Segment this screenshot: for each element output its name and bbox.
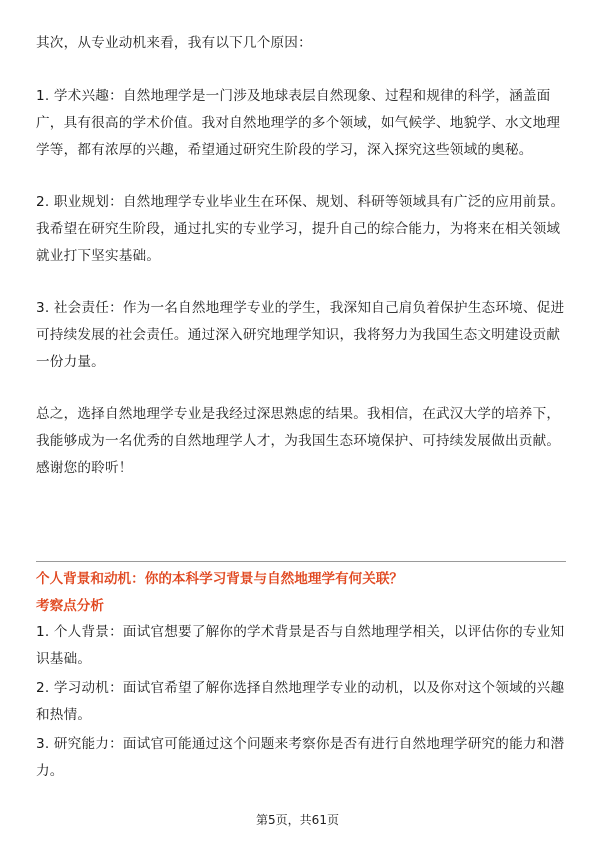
section-divider: [36, 561, 566, 562]
analysis-list: [36, 619, 566, 787]
reason-social-responsibility: 3. 社会责任：作为一名自然地理学专业的学生，我深知自己肩负着保护生态环境、促进可持续发展的社会责任。通过深入研究地理学知识，我将努力为我国生态文明建设贡献一份力量。: [36, 300, 565, 370]
analysis-point-research: 3. 研究能力：面试官可能通过这个问题来考察你是否有进行自然地理学研究的能力和潜力。: [36, 736, 565, 779]
page-number-footer: 第5页，共61页: [256, 813, 339, 827]
reason-career-plan: 2. 职业规划：自然地理学专业毕业生在环保、规划、科研等领域具有广泛的应用前景。我希望在研究生阶段，通过扎实的专业学习，提升自己的综合能力，为将来在相关领域就业打下坚实基础。: [36, 194, 565, 264]
reason-academic-interest: 1. 学术兴趣：自然地理学是一门涉及地球表层自然现象、过程和规律的科学，涵盖面广，具有很高的学术价值。我对自然地理学的多个领域，如气候学、地貌学、水文地理学等，都有浓厚的兴趣，希望通过研究生阶段的学习，深入探究这些领域的奥秘。: [36, 88, 561, 158]
analysis-point-background: 1. 个人背景：面试官想要了解你的学术背景是否与自然地理学相关，以评估你的专业知识基础。: [36, 624, 565, 667]
document-body: [36, 30, 566, 490]
question-heading: 个人背景和动机：你的本科学习背景与自然地理学有何关联？: [36, 571, 404, 587]
analysis-point-motivation: 2. 学习动机：面试官希望了解你选择自然地理学专业的动机，以及你对这个领域的兴趣和热情。: [36, 680, 565, 723]
intro-paragraph: 其次，从专业动机来看，我有以下几个原因：: [36, 35, 312, 51]
analysis-title: 考察点分析: [36, 598, 104, 614]
summary-paragraph: 总之，选择自然地理学专业是我经过深思熟虑的结果。我相信，在武汉大学的培养下，我能够成为一名优秀的自然地理学人才，为我国生态环境保护、可持续发展做出贡献。感谢您的聆听！: [36, 406, 561, 476]
